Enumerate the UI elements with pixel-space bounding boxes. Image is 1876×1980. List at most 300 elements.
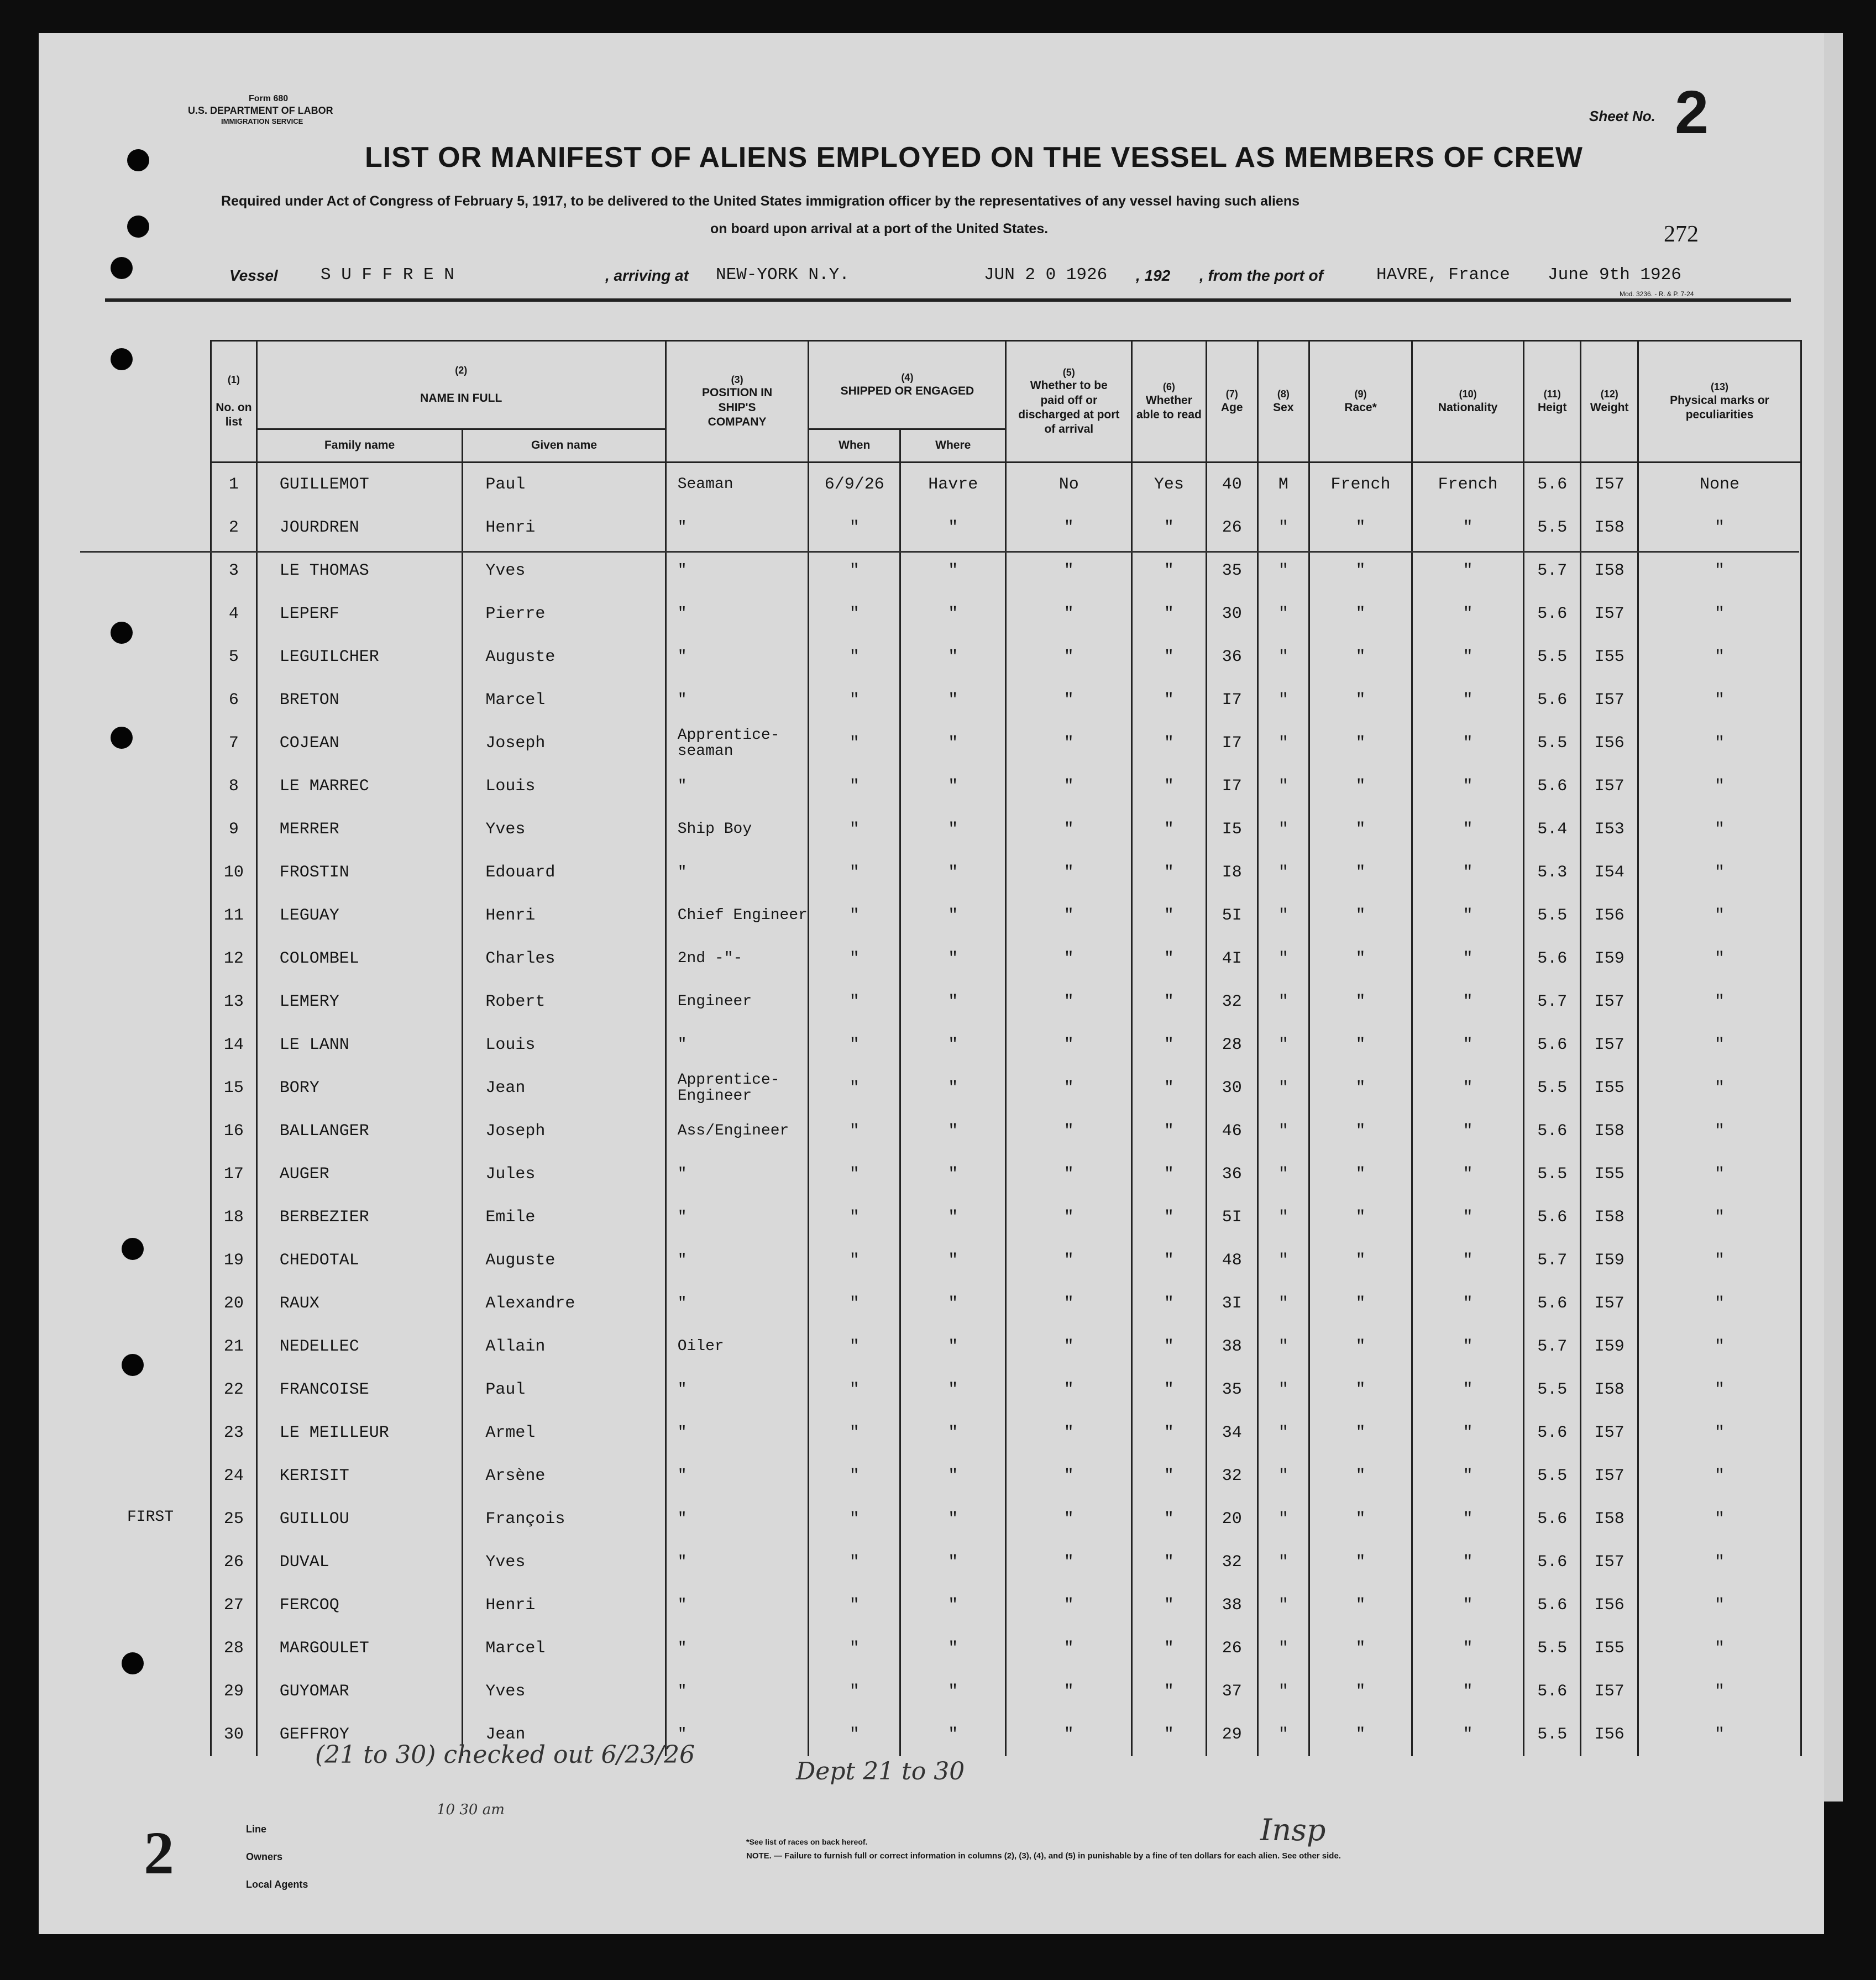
cell-age: 30 <box>1206 592 1257 636</box>
cell-weight: I56 <box>1581 894 1638 937</box>
cell-no: 30 <box>211 1713 257 1756</box>
cell-race: " <box>1309 980 1412 1023</box>
cell-marks: " <box>1638 980 1801 1023</box>
table-row <box>211 1454 1801 1498</box>
cell-when: " <box>809 1498 900 1541</box>
cell-height: 5.6 <box>1523 937 1580 980</box>
cell-race: " <box>1309 851 1412 894</box>
cell-sex: " <box>1257 1067 1309 1110</box>
cell-nat: " <box>1412 592 1524 636</box>
cell-sex: " <box>1257 1541 1309 1584</box>
cell-position: Oiler <box>665 1325 809 1368</box>
header-where: Where <box>900 429 1006 463</box>
cell-where: " <box>900 722 1006 765</box>
cell-paid: " <box>1006 765 1132 808</box>
cell-age: 28 <box>1206 1023 1257 1067</box>
cell-given: Jean <box>463 1067 665 1110</box>
cell-height: 5.5 <box>1523 894 1580 937</box>
footer-line-label: Line <box>246 1824 267 1835</box>
cell-sex: " <box>1257 1239 1309 1282</box>
form-number: Form 680 <box>249 94 289 103</box>
cell-given: Alexandre <box>463 1282 665 1325</box>
cell-sex: " <box>1257 592 1309 636</box>
cell-age: 32 <box>1206 1541 1257 1584</box>
cell-when: " <box>809 1196 900 1239</box>
cell-race: " <box>1309 808 1412 851</box>
cell-when: " <box>809 1110 900 1153</box>
cell-paid: " <box>1006 592 1132 636</box>
footer-agents-label: Local Agents <box>246 1879 308 1890</box>
cell-age: 30 <box>1206 1067 1257 1110</box>
cell-weight: I55 <box>1581 636 1638 679</box>
cell-sex: " <box>1257 549 1309 592</box>
cell-paid: " <box>1006 679 1132 722</box>
table-row <box>211 894 1801 937</box>
cell-race: " <box>1309 1239 1412 1282</box>
cell-race: " <box>1309 1110 1412 1153</box>
table-row <box>211 679 1801 722</box>
cell-when: " <box>809 722 900 765</box>
cell-nat: French <box>1412 463 1524 507</box>
cell-read: " <box>1132 1325 1207 1368</box>
from-port-label: , from the port of <box>1199 267 1323 284</box>
cell-nat: " <box>1412 722 1524 765</box>
cell-height: 5.6 <box>1523 1282 1580 1325</box>
cell-marks: " <box>1638 1067 1801 1110</box>
cell-race: " <box>1309 1541 1412 1584</box>
cell-where: " <box>900 937 1006 980</box>
header-paid-off: (5) Whether to be paid off or discharged at port of arrival <box>1006 341 1132 463</box>
cell-when: " <box>809 765 900 808</box>
cell-marks: " <box>1638 1282 1801 1325</box>
cell-race: " <box>1309 1411 1412 1454</box>
cell-nat: " <box>1412 808 1524 851</box>
cell-height: 5.5 <box>1523 1368 1580 1411</box>
cell-where: " <box>900 636 1006 679</box>
cell-position: " <box>665 1411 809 1454</box>
cell-family: JOURDREN <box>256 506 463 549</box>
cell-family: NEDELLEC <box>256 1325 463 1368</box>
header-name-in-full: (2) NAME IN FULL <box>256 341 665 429</box>
cell-nat: " <box>1412 1454 1524 1498</box>
table-row <box>211 1627 1801 1670</box>
cell-read: " <box>1132 506 1207 549</box>
cell-nat: " <box>1412 1110 1524 1153</box>
cell-given: Yves <box>463 1670 665 1713</box>
cell-sex: " <box>1257 636 1309 679</box>
cell-sex: " <box>1257 1627 1309 1670</box>
year-label: , 192 <box>1136 267 1171 284</box>
reference-number: 272 <box>1664 222 1699 247</box>
table-row <box>211 808 1801 851</box>
cell-no: 20 <box>211 1282 257 1325</box>
cell-read: " <box>1132 1411 1207 1454</box>
table-row <box>211 765 1801 808</box>
cell-nat: " <box>1412 1368 1524 1411</box>
cell-where: " <box>900 1454 1006 1498</box>
cell-given: Jules <box>463 1153 665 1196</box>
cell-age: 35 <box>1206 1368 1257 1411</box>
cell-no: 12 <box>211 937 257 980</box>
cell-sex: " <box>1257 1498 1309 1541</box>
cell-marks: " <box>1638 1411 1801 1454</box>
cell-family: FROSTIN <box>256 851 463 894</box>
cell-paid: " <box>1006 1584 1132 1627</box>
cell-age: 35 <box>1206 549 1257 592</box>
cell-race: " <box>1309 1498 1412 1541</box>
cell-age: 37 <box>1206 1670 1257 1713</box>
cell-marks: " <box>1638 506 1801 549</box>
cell-height: 5.7 <box>1523 1239 1580 1282</box>
cell-read: " <box>1132 1023 1207 1067</box>
cell-family: LE MARREC <box>256 765 463 808</box>
cell-height: 5.7 <box>1523 549 1580 592</box>
cell-family: BERBEZIER <box>256 1196 463 1239</box>
table-row <box>211 1196 1801 1239</box>
cell-race: " <box>1309 1325 1412 1368</box>
cell-position: " <box>665 592 809 636</box>
punch-hole <box>127 216 149 238</box>
cell-where: " <box>900 1196 1006 1239</box>
cell-paid: " <box>1006 1282 1132 1325</box>
cell-read: " <box>1132 1627 1207 1670</box>
cell-where: " <box>900 592 1006 636</box>
cell-when: " <box>809 937 900 980</box>
cell-given: Pierre <box>463 592 665 636</box>
cell-when: " <box>809 808 900 851</box>
cell-height: 5.5 <box>1523 1627 1580 1670</box>
sheet-number: 2 <box>1675 78 1709 146</box>
cell-family: COLOMBEL <box>256 937 463 980</box>
cell-position: " <box>665 1239 809 1282</box>
cell-given: Louis <box>463 765 665 808</box>
punch-hole <box>122 1652 144 1674</box>
table-row <box>211 1239 1801 1282</box>
cell-marks: " <box>1638 1670 1801 1713</box>
cell-no: 18 <box>211 1196 257 1239</box>
cell-sex: " <box>1257 722 1309 765</box>
footer-owners-label: Owners <box>246 1851 283 1862</box>
cell-where: " <box>900 1411 1006 1454</box>
cell-when: " <box>809 1584 900 1627</box>
arriving-port: NEW-YORK N.Y. <box>716 265 850 285</box>
cell-nat: " <box>1412 937 1524 980</box>
cell-paid: " <box>1006 937 1132 980</box>
cell-sex: " <box>1257 765 1309 808</box>
cell-nat: " <box>1412 549 1524 592</box>
cell-given: Louis <box>463 1023 665 1067</box>
cell-where: " <box>900 1627 1006 1670</box>
cell-given: Allain <box>463 1325 665 1368</box>
table-row <box>211 980 1801 1023</box>
cell-position: " <box>665 636 809 679</box>
cell-age: I7 <box>1206 679 1257 722</box>
cell-height: 5.5 <box>1523 722 1580 765</box>
cell-read: " <box>1132 1368 1207 1411</box>
cell-read: " <box>1132 592 1207 636</box>
cell-age: 34 <box>1206 1411 1257 1454</box>
cell-where: " <box>900 1584 1006 1627</box>
cell-no: 4 <box>211 592 257 636</box>
cell-given: Edouard <box>463 851 665 894</box>
cell-where: " <box>900 808 1006 851</box>
cell-race: " <box>1309 592 1412 636</box>
cell-sex: " <box>1257 1454 1309 1498</box>
table-row <box>211 1282 1801 1325</box>
cell-given: Charles <box>463 937 665 980</box>
cell-paid: " <box>1006 1454 1132 1498</box>
cell-nat: " <box>1412 1541 1524 1584</box>
cell-when: " <box>809 506 900 549</box>
cell-given: Henri <box>463 506 665 549</box>
cell-read: " <box>1132 980 1207 1023</box>
cell-marks: " <box>1638 1627 1801 1670</box>
cell-where: " <box>900 1023 1006 1067</box>
cell-family: LE LANN <box>256 1023 463 1067</box>
cell-given: François <box>463 1498 665 1541</box>
punch-hole <box>122 1238 144 1260</box>
punch-hole <box>111 348 133 370</box>
handwritten-inspector: Insp <box>1260 1813 1326 1847</box>
cell-marks: " <box>1638 765 1801 808</box>
cell-when: " <box>809 1541 900 1584</box>
header-family-name: Family name <box>256 429 463 463</box>
cell-nat: " <box>1412 1411 1524 1454</box>
cell-where: " <box>900 679 1006 722</box>
cell-no: 29 <box>211 1670 257 1713</box>
cell-read: " <box>1132 1067 1207 1110</box>
cell-when: " <box>809 1627 900 1670</box>
cell-sex: " <box>1257 980 1309 1023</box>
cell-weight: I56 <box>1581 1713 1638 1756</box>
cell-paid: " <box>1006 980 1132 1023</box>
table-row <box>211 1110 1801 1153</box>
cell-position: Chief Engineer <box>665 894 809 937</box>
cell-no: 15 <box>211 1067 257 1110</box>
cell-position: " <box>665 1541 809 1584</box>
cell-age: I8 <box>1206 851 1257 894</box>
cell-sex: " <box>1257 1282 1309 1325</box>
cell-where: " <box>900 1498 1006 1541</box>
cell-weight: I59 <box>1581 937 1638 980</box>
cell-position: " <box>665 1282 809 1325</box>
cell-weight: I56 <box>1581 1584 1638 1627</box>
cell-marks: " <box>1638 1498 1801 1541</box>
cell-paid: " <box>1006 722 1132 765</box>
cell-given: Armel <box>463 1411 665 1454</box>
cell-read: " <box>1132 1584 1207 1627</box>
cell-given: Yves <box>463 808 665 851</box>
cell-read: " <box>1132 937 1207 980</box>
cell-marks: " <box>1638 1196 1801 1239</box>
cell-height: 5.6 <box>1523 592 1580 636</box>
cell-given: Henri <box>463 894 665 937</box>
cell-read: " <box>1132 1541 1207 1584</box>
cell-when: " <box>809 636 900 679</box>
cell-no: 17 <box>211 1153 257 1196</box>
cell-no: 6 <box>211 679 257 722</box>
cell-given: Marcel <box>463 1627 665 1670</box>
cell-weight: I58 <box>1581 506 1638 549</box>
cell-where: " <box>900 1368 1006 1411</box>
cell-no: 16 <box>211 1110 257 1153</box>
table-row <box>211 851 1801 894</box>
cell-when: " <box>809 1713 900 1756</box>
cell-no: 26 <box>211 1541 257 1584</box>
cell-height: 5.6 <box>1523 1110 1580 1153</box>
cell-age: 5I <box>1206 894 1257 937</box>
cell-race: " <box>1309 1713 1412 1756</box>
cell-when: " <box>809 1325 900 1368</box>
cell-nat: " <box>1412 1239 1524 1282</box>
cell-sex: M <box>1257 463 1309 507</box>
cell-paid: " <box>1006 506 1132 549</box>
cell-sex: " <box>1257 1670 1309 1713</box>
cell-height: 5.5 <box>1523 1454 1580 1498</box>
cell-given: Emile <box>463 1196 665 1239</box>
header-race: (9) Race* <box>1309 341 1412 463</box>
cell-sex: " <box>1257 1713 1309 1756</box>
header-no-on-list: (1) No. on list <box>211 341 257 463</box>
cell-age: 20 <box>1206 1498 1257 1541</box>
cell-height: 5.6 <box>1523 1023 1580 1067</box>
cell-marks: " <box>1638 937 1801 980</box>
cell-marks: " <box>1638 1153 1801 1196</box>
cell-read: " <box>1132 636 1207 679</box>
cell-family: DUVAL <box>256 1541 463 1584</box>
sheet-label: Sheet No. <box>1589 108 1655 124</box>
cell-age: 26 <box>1206 1627 1257 1670</box>
cell-race: " <box>1309 1196 1412 1239</box>
cell-sex: " <box>1257 894 1309 937</box>
table-row <box>211 1153 1801 1196</box>
table-row <box>211 506 1801 549</box>
cell-weight: I57 <box>1581 592 1638 636</box>
cell-given: Auguste <box>463 636 665 679</box>
cell-height: 5.6 <box>1523 1498 1580 1541</box>
cell-when: " <box>809 1282 900 1325</box>
cell-marks: " <box>1638 808 1801 851</box>
cell-weight: I57 <box>1581 1541 1638 1584</box>
punch-hole <box>127 149 149 171</box>
cell-position: " <box>665 1498 809 1541</box>
cell-age: 38 <box>1206 1584 1257 1627</box>
table-row <box>211 1411 1801 1454</box>
cell-height: 5.4 <box>1523 808 1580 851</box>
document-title: LIST OR MANIFEST OF ALIENS EMPLOYED ON THE VESSEL AS MEMBERS OF CREW <box>365 141 1583 174</box>
cell-sex: " <box>1257 1325 1309 1368</box>
cell-where: " <box>900 1713 1006 1756</box>
cell-when: " <box>809 1067 900 1110</box>
cell-read: " <box>1132 679 1207 722</box>
cell-sex: " <box>1257 1023 1309 1067</box>
cell-marks: " <box>1638 1368 1801 1411</box>
cell-paid: " <box>1006 1713 1132 1756</box>
cell-marks: " <box>1638 1541 1801 1584</box>
cell-position: 2nd -"- <box>665 937 809 980</box>
cell-age: I5 <box>1206 808 1257 851</box>
cell-weight: I55 <box>1581 1627 1638 1670</box>
cell-position: " <box>665 1153 809 1196</box>
cell-family: GUILLOU <box>256 1498 463 1541</box>
cell-nat: " <box>1412 765 1524 808</box>
cell-weight: I58 <box>1581 1110 1638 1153</box>
cell-given: Paul <box>463 1368 665 1411</box>
cell-when: " <box>809 592 900 636</box>
cell-race: " <box>1309 894 1412 937</box>
cell-when: " <box>809 679 900 722</box>
cell-nat: " <box>1412 1713 1524 1756</box>
cell-family: FRANCOISE <box>256 1368 463 1411</box>
service: IMMIGRATION SERVICE <box>221 117 303 125</box>
cell-height: 5.7 <box>1523 1325 1580 1368</box>
cell-age: 36 <box>1206 636 1257 679</box>
punch-hole <box>122 1354 144 1376</box>
departure-date: June 9th 1926 <box>1548 265 1681 285</box>
cell-when: " <box>809 1411 900 1454</box>
cell-position: " <box>665 679 809 722</box>
cell-weight: I57 <box>1581 980 1638 1023</box>
cell-read: " <box>1132 765 1207 808</box>
cell-read: " <box>1132 549 1207 592</box>
cell-read: Yes <box>1132 463 1207 507</box>
cell-height: 5.6 <box>1523 463 1580 507</box>
cell-no: 23 <box>211 1411 257 1454</box>
cell-race: " <box>1309 937 1412 980</box>
cell-nat: " <box>1412 894 1524 937</box>
cell-given: Yves <box>463 1541 665 1584</box>
footer-race-note: *See list of races on back hereof. <box>746 1837 868 1846</box>
table-row <box>211 1498 1801 1541</box>
cell-race: " <box>1309 1627 1412 1670</box>
cell-marks: " <box>1638 1110 1801 1153</box>
header-shipped-engaged: (4) SHIPPED OR ENGAGED <box>809 341 1006 429</box>
cell-family: LE MEILLEUR <box>256 1411 463 1454</box>
punch-hole <box>111 622 133 644</box>
cell-given: Joseph <box>463 722 665 765</box>
cell-age: 26 <box>1206 506 1257 549</box>
cell-weight: I57 <box>1581 1454 1638 1498</box>
cell-position: " <box>665 1713 809 1756</box>
crew-rows <box>211 463 1801 1757</box>
cell-position: Ass/Engineer <box>665 1110 809 1153</box>
cell-paid: " <box>1006 1541 1132 1584</box>
handwritten-checked-out: (21 to 30) checked out 6/23/26 <box>315 1741 695 1769</box>
cell-when: " <box>809 1023 900 1067</box>
cell-when: " <box>809 1454 900 1498</box>
cell-no: 7 <box>211 722 257 765</box>
cell-family: GEFFROY <box>256 1713 463 1756</box>
cell-nat: " <box>1412 506 1524 549</box>
cell-where: " <box>900 1153 1006 1196</box>
cell-sex: " <box>1257 1411 1309 1454</box>
cell-paid: " <box>1006 1411 1132 1454</box>
cell-sex: " <box>1257 1584 1309 1627</box>
table-row <box>211 636 1801 679</box>
cell-family: COJEAN <box>256 722 463 765</box>
cell-marks: " <box>1638 851 1801 894</box>
cell-height: 5.5 <box>1523 636 1580 679</box>
cell-weight: I57 <box>1581 1023 1638 1067</box>
cell-weight: I58 <box>1581 549 1638 592</box>
cell-sex: " <box>1257 506 1309 549</box>
cell-race: " <box>1309 1067 1412 1110</box>
cell-race: " <box>1309 636 1412 679</box>
cell-position: " <box>665 1196 809 1239</box>
cell-position: " <box>665 506 809 549</box>
table-row <box>211 1368 1801 1411</box>
cell-nat: " <box>1412 1498 1524 1541</box>
